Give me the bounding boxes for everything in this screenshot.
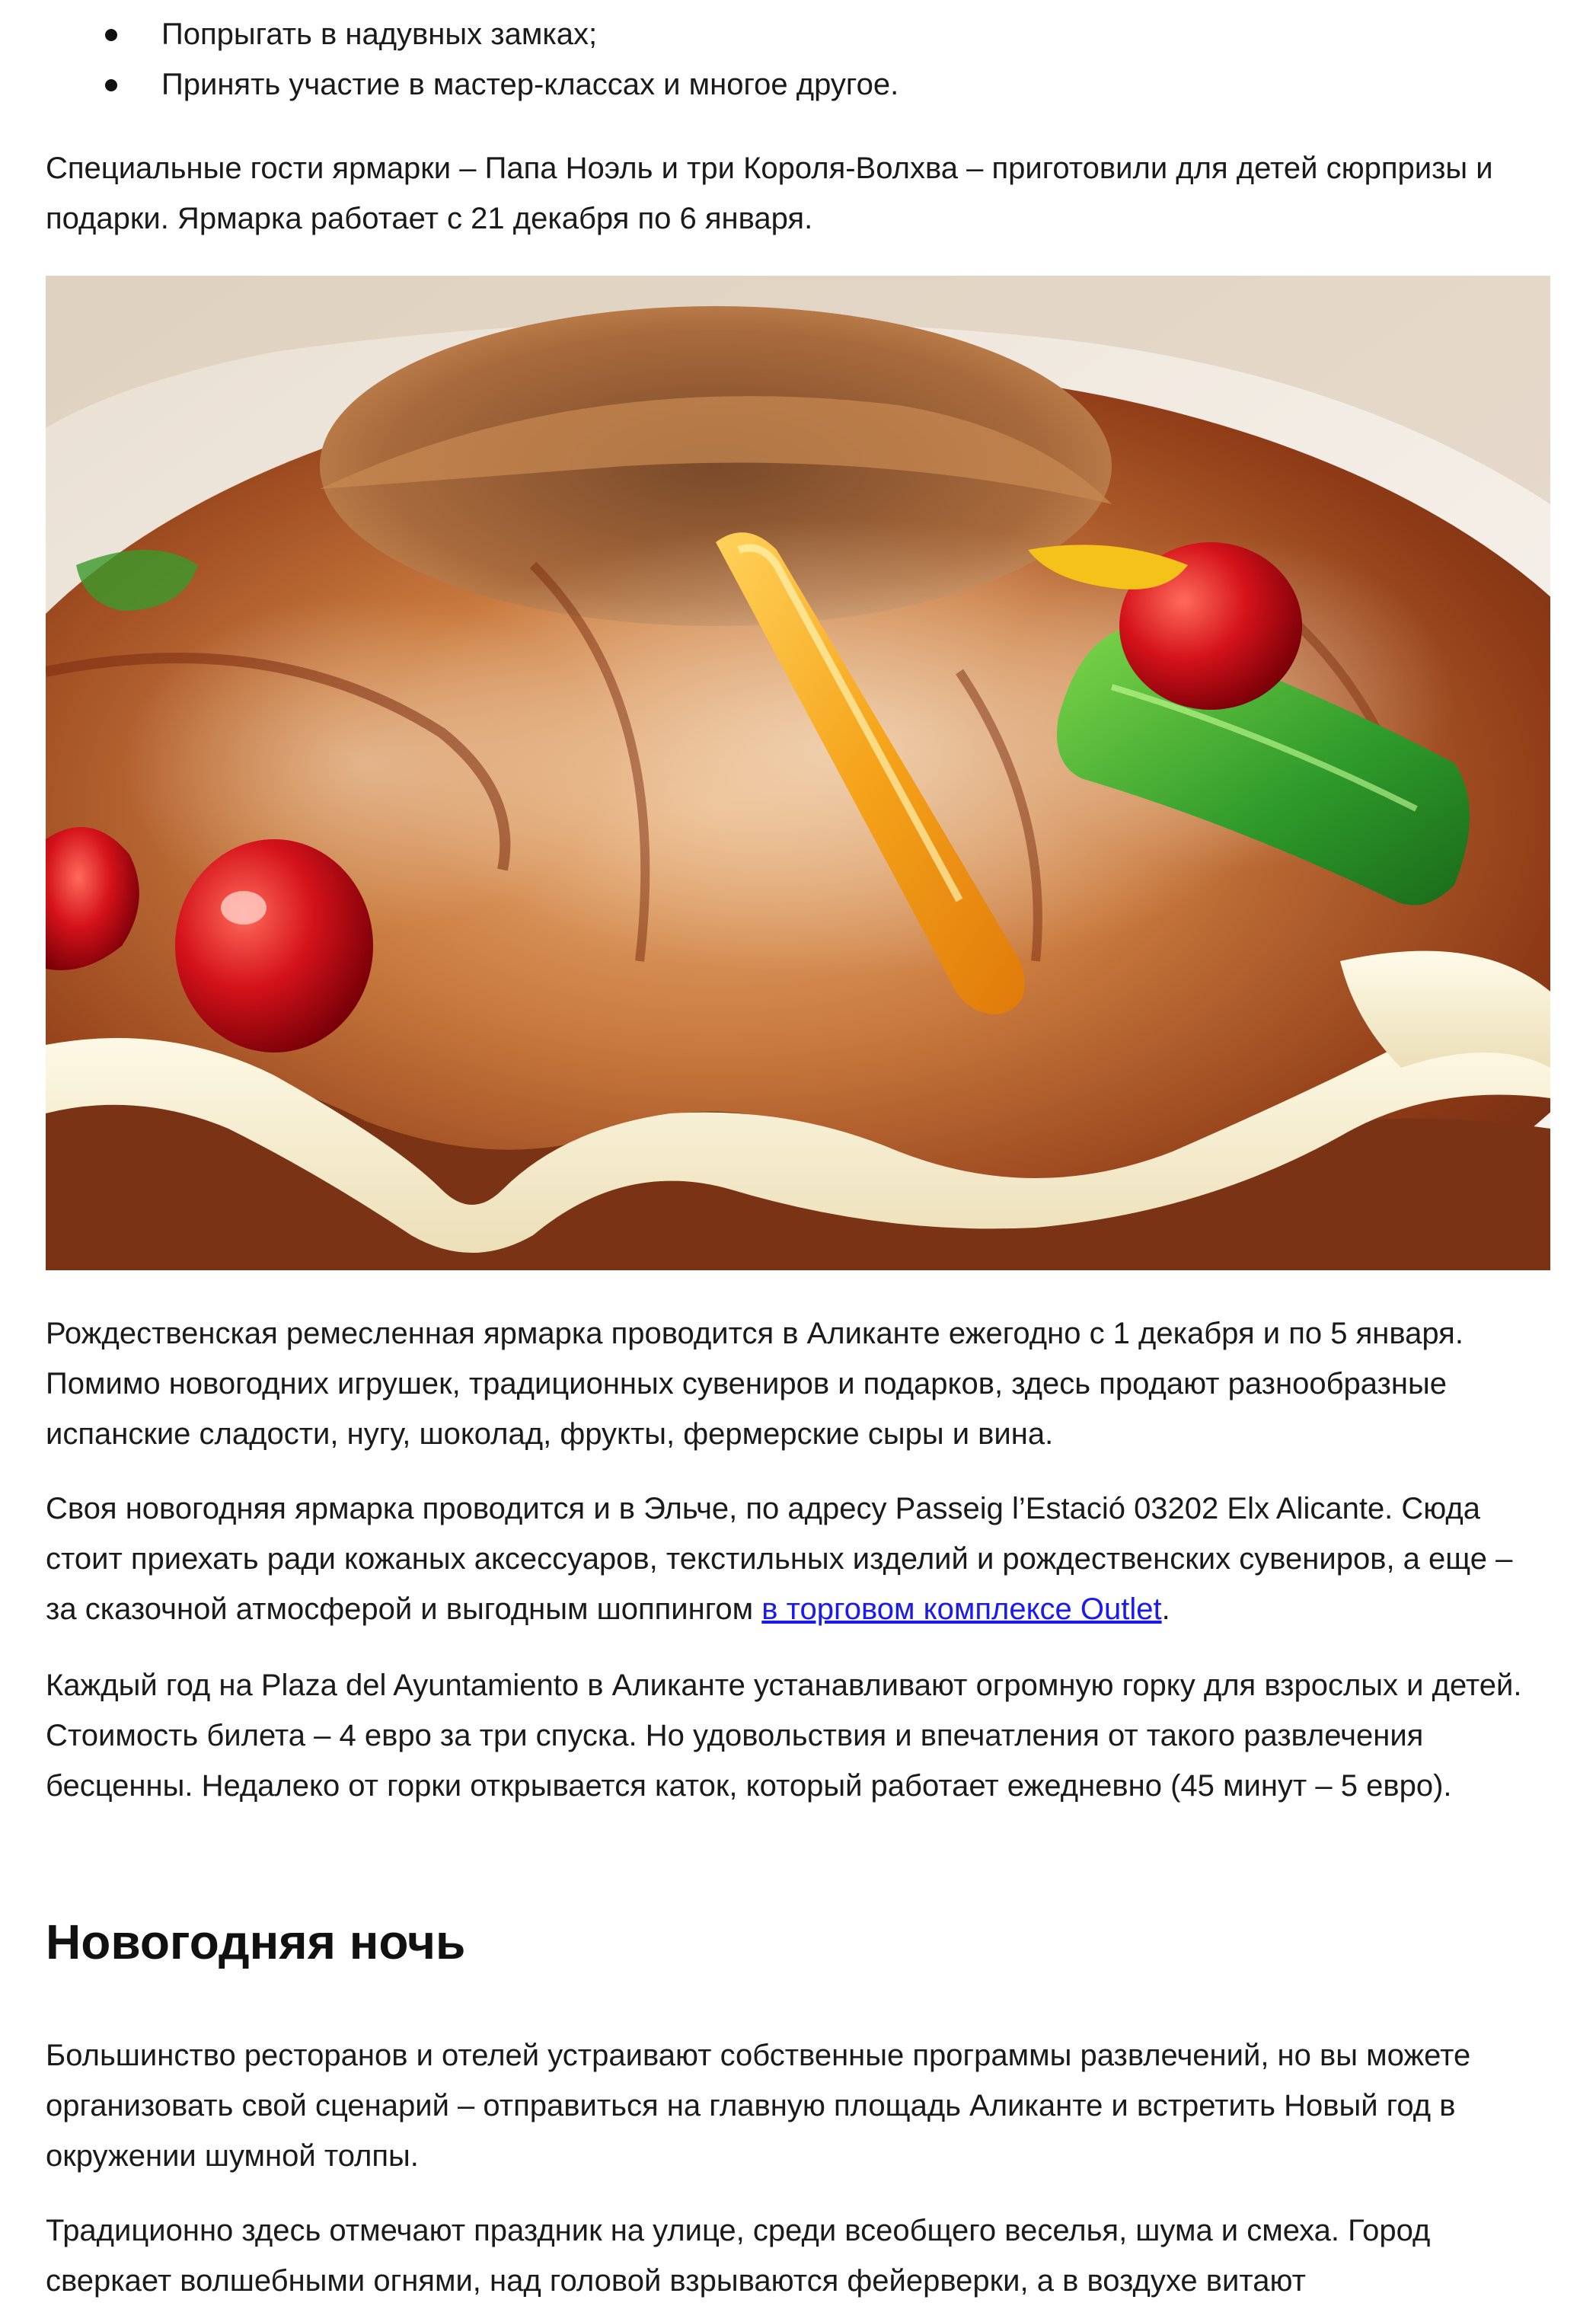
list-item — [46, 59, 899, 110]
section-heading: Новогодняя ночь — [46, 1915, 466, 1969]
bullet-icon — [105, 29, 117, 41]
outlet-link[interactable]: в торговом комплексе Outlet — [761, 1592, 1162, 1626]
list-item-text: Принять участие в мастер-классах и многое другое. — [161, 68, 899, 101]
bullet-icon — [105, 79, 117, 91]
paragraph-elche-fair — [46, 1484, 1550, 1634]
paragraph-special-guests: Специальные гости ярмарки – Папа Ноэль и три Короля-Волхва – приготовили для детей сюрпризы и подарки. Ярмарка работает с 21 декабря по 6 января. — [46, 152, 1493, 235]
list-item — [46, 9, 899, 59]
bullet-list — [46, 9, 899, 110]
paragraph-new-year-programs: Большинство ресторанов и отелей устраивают собственные программы развлечений, но вы можете организовать свой сценарий – отправиться на главную площадь Аликанте и встретить Новый год в окружении шумной толпы. — [46, 2039, 1471, 2173]
paragraph-slide-and-rink: Каждый год на Plaza del Ayuntamiento в Аликанте устанавливают огромную горку для взрослых и детей. Стоимость билета – 4 евро за три спуска. Но удовольствия и впечатления от такого развлечения бесценны. Недалеко от горки открывается каток, который работает ежедневно (45 минут – 5 евро). — [46, 1669, 1522, 1803]
paragraph-text: Своя новогодняя ярмарка проводится и в Эльче, по адресу Passeig l’Estació 03202 Elx Alicante. Сюда стоит приехать ради кожаных аксессуаров, текстильных изделий и рождественских сувениров, а еще – за сказочной атмосферой и выгодным шоппингом — [46, 1492, 1513, 1626]
list-item-text: Попрыгать в надувных замках; — [161, 18, 598, 51]
paragraph-text-end: . — [1161, 1592, 1170, 1626]
paragraph-craft-fair: Рождественская ремесленная ярмарка проводится в Аликанте ежегодно с 1 декабря и по 5 января. Помимо новогодних игрушек, традиционных сувениров и подарков, здесь продают разнообразные испанские сладости, нугу, шоколад, фрукты, фермерские сыры и вина. — [46, 1317, 1464, 1451]
paragraph-street-celebration: Традиционно здесь отмечают праздник на улице, среди всеобщего веселья, шума и смеха. Город сверкает волшебными огнями, над головой взрываются фейерверки, а в воздухе витают — [46, 2214, 1431, 2298]
roscon-de-reyes-photo — [46, 276, 1550, 1270]
